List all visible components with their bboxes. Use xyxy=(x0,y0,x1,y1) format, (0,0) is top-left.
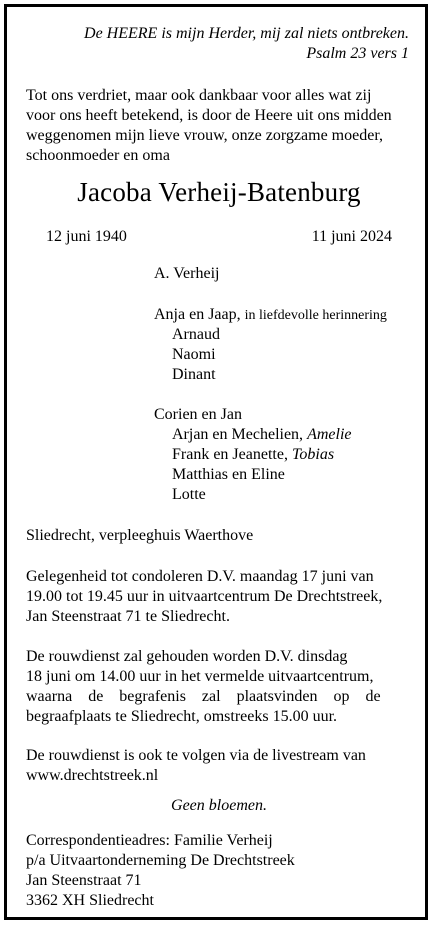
intro-line-1: Tot ons verdriet, maar ook dankbaar voor alles wat zij xyxy=(26,87,372,104)
remembrance-note: in liefdevolle herinnering xyxy=(244,308,387,323)
grandchild-entry xyxy=(172,425,351,445)
service-line-2: 18 juni om 14.00 uur in het vermelde uitvaartcentrum, xyxy=(26,668,374,685)
couple-name: Corien en Jan xyxy=(154,406,242,423)
couple-name: Anja en Jaap, xyxy=(154,306,241,323)
service-line-4: begraafplaats te Sliedrecht, omstreeks 15.00 uur. xyxy=(26,708,338,725)
no-flowers-note: Geen bloemen. xyxy=(171,797,267,814)
intro-line-2: voor ons heeft betekend, is door de Heere uit ons midden xyxy=(26,107,392,124)
address-line-4: 3362 XH Sliedrecht xyxy=(26,892,154,909)
psalm-quote: De HEERE is mijn Herder, mij zal niets ontbreken. xyxy=(84,25,409,42)
condolence-line-2: 19.00 tot 19.45 uur in uitvaartcentrum De Drechtstreek, xyxy=(26,588,383,605)
deceased-name: Jacoba Verheij-Batenburg xyxy=(77,177,361,207)
livestream-line-1: De rouwdienst is ook te volgen via de livestream van xyxy=(26,747,366,764)
grandchild-entry: Lotte xyxy=(172,486,206,503)
grandchild-name: Arnaud xyxy=(172,326,220,343)
livestream-url: www.drechtstreek.nl xyxy=(26,767,159,784)
great-grandchild-name: Tobias xyxy=(291,446,335,463)
service-line-1: De rouwdienst zal gehouden worden D.V. dinsdag xyxy=(26,648,348,665)
condolence-line-1: Gelegenheid tot condoleren D.V. maandag 17 juni van xyxy=(26,568,374,585)
spouse-name: A. Verheij xyxy=(154,265,220,282)
service-line-3: waarna de begrafenis zal plaatsvinden op de xyxy=(26,688,381,705)
grandchild-name: Naomi xyxy=(172,346,216,363)
grandchild-entry xyxy=(172,445,334,465)
psalm-reference: Psalm 23 vers 1 xyxy=(306,45,409,62)
place-of-death: Sliedrecht, verpleeghuis Waerthove xyxy=(26,527,254,544)
great-grandchild-name: Amelie xyxy=(307,426,352,443)
address-line-1: Correspondentieadres: Familie Verheij xyxy=(26,832,273,849)
family-group-1 xyxy=(154,305,387,326)
birth-date: 12 juni 1940 xyxy=(46,228,127,245)
address-line-2: p/a Uitvaartonderneming De Drechtstreek xyxy=(26,852,295,869)
condolence-line-3: Jan Steenstraat 71 te Sliedrecht. xyxy=(26,608,230,625)
death-date: 11 juni 2024 xyxy=(311,228,392,245)
intro-line-3: weggenomen mijn lieve vrouw, onze zorgzame moeder, xyxy=(26,127,384,144)
grandchild-entry: Matthias en Eline xyxy=(172,466,285,483)
address-line-3: Jan Steenstraat 71 xyxy=(26,872,142,889)
intro-line-4: schoonmoeder en oma xyxy=(26,147,170,164)
grandchild-name: Dinant xyxy=(172,366,216,383)
grandchild-names: Frank en Jeanette, xyxy=(172,446,288,463)
grandchild-names: Arjan en Mechelien, xyxy=(172,426,304,443)
